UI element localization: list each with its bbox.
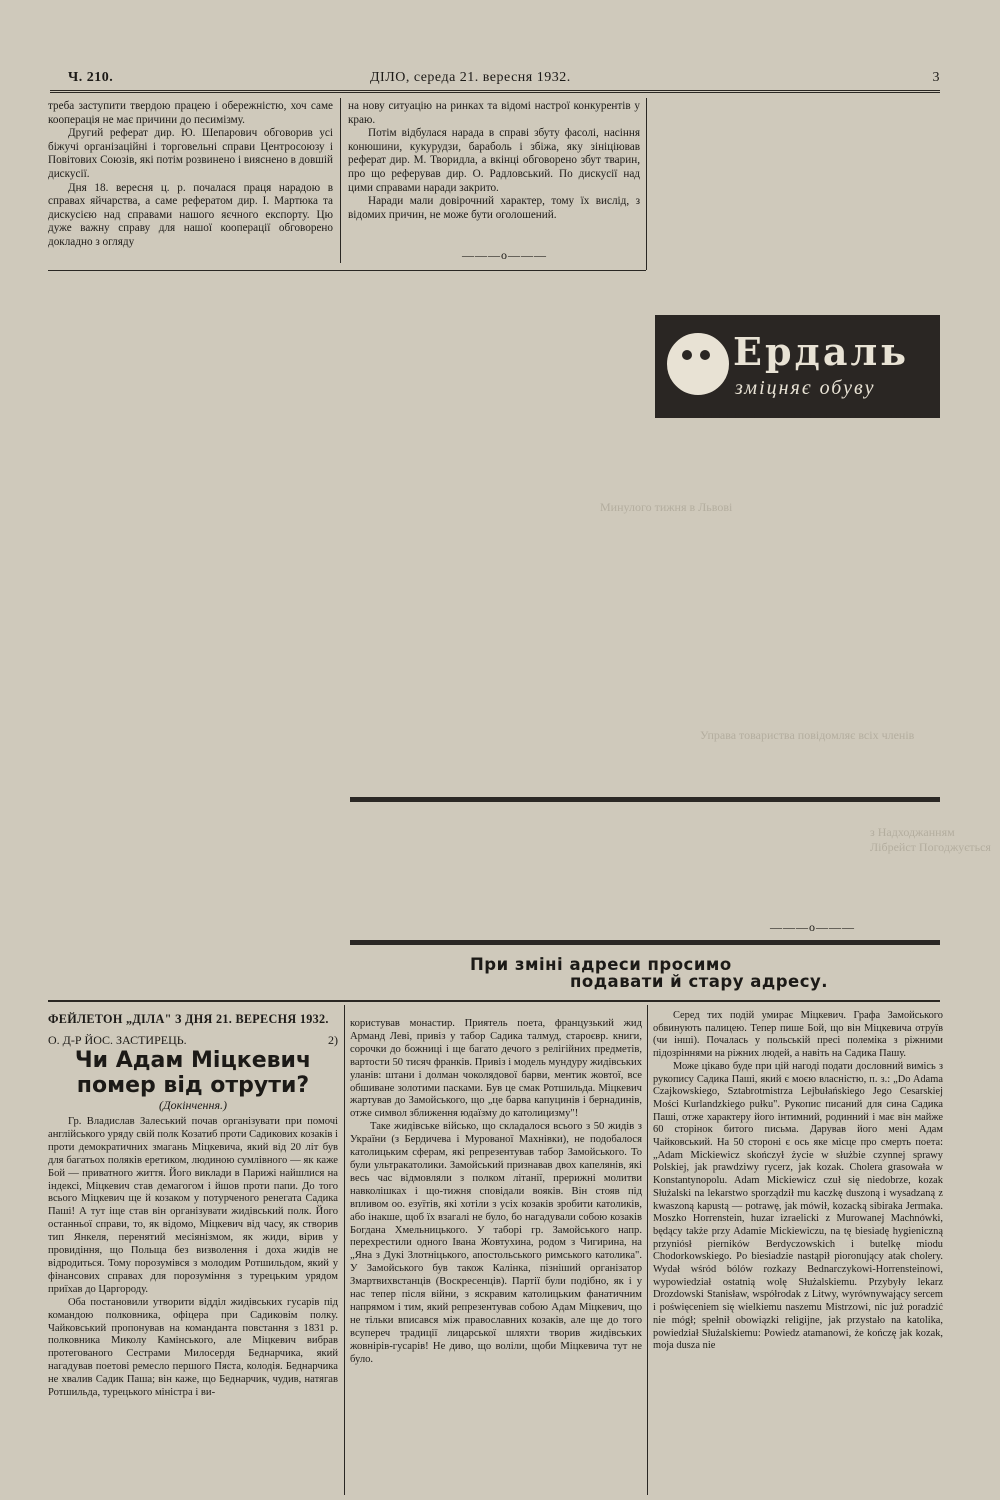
feuilleton-column-2 <box>350 1018 642 1366</box>
paragraph: Серед тих подій умирає Міцкевич. Графа Замойського обвинують палицею. Тепер пише Бой, що він Міцкевича отруїв (чи інші). Почалась у польській пресі полеміка з ріжними підозріннями на ріжних людей, а навіть на Садика Пашу. <box>653 1010 943 1060</box>
paragraph: на нову ситуацію на ринках та відомі настрої конкурентів у краю. <box>348 100 640 126</box>
show-through-text: Управа товариства повідомляє всіх членів <box>700 728 915 742</box>
frog-logo-icon <box>667 333 729 395</box>
feuilleton-column-1 <box>48 1116 338 1400</box>
dark-strip <box>350 797 940 802</box>
paragraph: Дня 18. вересня ц. р. почалася праця нарадою в справах яйчарства, а саме рефератом дир. І. Мартюка та дискусією над справами нашого яєчного експорту. Цю дуже важну справу для нашої кооперації обговорено докладно з огляду <box>48 181 333 248</box>
column-divider <box>340 98 341 263</box>
section-separator: ———o——— <box>770 920 855 934</box>
column-divider <box>344 1005 345 1495</box>
ad-brand: Ердаль <box>733 329 910 374</box>
page-number: 3 <box>932 70 940 85</box>
section-separator: ———o——— <box>462 248 547 262</box>
show-through-text: Минулого тижня в Львові <box>600 500 733 514</box>
masthead-date: ДІЛО, середа 21. вересня 1932. <box>370 70 571 85</box>
author-line <box>48 1033 338 1048</box>
column-divider <box>647 1005 648 1495</box>
author-name: О. Д-Р ЙОС. ЗАСТИРЕЦЬ. <box>48 1033 187 1047</box>
paragraph: Гр. Владислав Залеський почав організувати при помочі англійського уряду свій полк Козатиб проти Садикових козаків і проти демократичних змагань Міцкевича, який від 20 літ був для багатьох поляків еретиком, людиною сумлівного — як каже Бой — приватного життя. Його виклади в Парижі найшлися на індексі, Міцкевич став демагогом і йшов проти папи. До того всього Міцкевич ще й козаком у потурченого ренегата Садика Паші! А тут іще став він організувати жидівський полк. Його останньої справи, то, як відомо, Міцкевич від часу, як створив тип Янкеля, перенятий месіянізмом, як жиди, вірив у провидіння, що Польща без визволення і доха жидів не відродиться. Тому порозумівся з молодим Ротшильдом, який у фінансових справах для порозуміння з турецьким урядом приїхав до Царгороду. <box>48 1116 338 1295</box>
article-subtitle: (Докінчення.) <box>158 1098 228 1112</box>
feuilleton-rule <box>48 1000 940 1002</box>
section-rule <box>48 270 646 271</box>
paragraph: Наради мали довірочний характер, тому їх вислід, з відомих причин, не може бути оголошений. <box>348 195 640 221</box>
paragraph: Може цікаво буде при цій нагоді подати дословний вимісь з рукопису Садика Паші, який є моєю власністю, п. з.: „Do Adama Czajkowskiego, Sztabrotmistrza Lejbułańskiego Jego Cesarskiej Mości Kurlandzkiego pułku". Рукопис писаний для сина Садика Паші, отже характеру його інтимний, родинний і має він майже 60 сторінок битого письма. Дарував його мені Адам Чайковський. На 50 стороні є ось яке місце про смерть поета: „Adam Mickiewicz skończył życie w służbie czynnej sprawy Polskiej, jak prawdziwy rycerz, jak kozak. Cholera grasowała w Konstantynopolu. Adam Mickiewicz czuł się niedobrze, kozak Służalski na lekarstwo sporządził mu kaczkę duszoną i wysadzaną z kwaszoną kapustą — potrawę, jak mówił, kozacką sibiraka Jermaka. Moszko Horrenstein, huzar izraelicki z Murowanej Machnówki, będący także przy Adamie Mickiewiczu, na tę biesiadę hygieniczną przyniósł pierników Berdyczowskich i butelkę miodu Chodorkowskiego. Po biesiadzie nastąpił pioronujący atak cholery. Wydał wśród bólów rozkazy Bednarczykowi-Horrensteinowi, wypowiedział ostatnią wolę Służalskiemu. Przybyły lekarz Drozdowski Stanisław, współrodak z Litwy, wyrównywający sercem i poświęceniem się wielkiemu naszemu Mistrzowi, nic już poradzić nie mógł; spełnił obowiązki religijne, jak przystało na katolika, powiedział Służalskiemu: Powiedz atamanowi, że kończę jak kozak, moja dusza nie <box>653 1060 943 1352</box>
paragraph: Потім відбулася нарада в справі збуту фасолі, насіння конюшини, кукурудзи, бараболь і збіжа, яку зініціював реферат дир. М. Творидла, а вкінці обговорено збут тварин, про що реферував дир. О. Радловський. По дискусії над цими справами наради закрито. <box>348 127 640 194</box>
article-title: Чи Адам Міцкевич помер від отрути? <box>74 1048 312 1098</box>
paragraph: треба заступити твердою працею і обережністю, хоч саме кооперація не має причини до песимізму. <box>48 100 333 126</box>
address-notice-line2: подавати й стару адресу. <box>570 972 829 991</box>
feuilleton-header: ФЕЙЛЕТОН „ДІЛА" З ДНЯ 21. ВЕРЕСНЯ 1932. <box>48 1012 329 1026</box>
header-rule <box>50 90 940 93</box>
column-divider <box>646 98 647 270</box>
paragraph: користував монастир. Приятель поета, французький жид Арманд Леві, привіз у табор Садика талмуд, староєвр. книги, сорочки до божниці і ще багато дечого з релігійних предметів, вартости 50 тисяч франків. Привіз і модель мундуру жидівських уланів: штани і долман чоколядової барви, ментик жовтої, все обшиване золотими пасками. Був це смак Ротшильда. Міцкевич жартував до Замойського, що „це барва капуцинів і бернадинів, отже символ зближення юдаїзму до католицизму"! <box>350 1018 642 1120</box>
page-header <box>60 70 940 90</box>
dark-strip <box>350 940 940 945</box>
paragraph: Оба постановили утворити відділ жидівських гусарів під командою полковника, офіцера при Садиковім полку. Чайковський пропонував на команданта повстання з 1831 р. полковника Миколу Камінського, але Міцкевич вибрав протегованого Сестрами Милосердя Беднарчика, який нагадував поетові ремесло першого Пяста, колодія. Беднарчика не хвалив Садик Паша; він каже, що Беднарчик, чудив, натягав Ротшильда, турецького міністра і ви- <box>48 1296 338 1399</box>
top-column-1 <box>48 100 333 250</box>
part-number: 2) <box>328 1033 338 1047</box>
issue-number: Ч. 210. <box>68 70 114 85</box>
erdal-advertisement <box>655 315 940 418</box>
top-column-2 <box>348 100 640 222</box>
paragraph: Другий реферат дир. Ю. Шепарович обговорив усі біжучі організаційні і торговельні справи Центросоюзу і Повітових Союзів, які потім розвинено і вияснено в довшій дискусії. <box>48 127 333 180</box>
ad-slogan: зміцняє обуву <box>735 377 876 399</box>
paragraph: Таке жидівське військо, що складалося всього з 50 жидів з України (з Бердичева і Мурованої Махнівки), не подобалося католицьким сферам, які репрезентував табор Замойського. То були ультракатолики. Замойський признавав двох капелянів, які весь час відмовляли з полком літанії, прерижні молитви навколішках і що-тижня сповідали вояків. Він стояв під впливом оо. езуїтів, які хотіли з усіх козаків зробити католиків, або інакше, щоб їх взагалі не було, бо нагадували собою козаків Богдана Хмельницького. У таборі гр. Замойського напр. перехрестили одного Івана Жовтухина, родом з Чигирина, на „Яна з Дукі Злотніцького, апостольського римського католика". У Замойського був також Калінка, пізніший організатор Змартвихвстанців (Воскресенців). Партії були подібно, як і у нас тепер після війни, з яскравим католицьким фанатичним напрямом і тим, який репрезентував собою Адам Міцкевич, що не тільки вписався між православних козаків, але ще до того всупереч традиції лицарської шляхти творив жидівських жовнірів-гусарів! Не диво, що воліли, щоби Міцкевича тут не було. <box>350 1121 642 1365</box>
address-notice-line1: При зміні адреси просимо <box>470 955 732 974</box>
show-through-text: з Надходжанням Лібрейст Погоджується <box>870 825 991 854</box>
feuilleton-column-3 <box>653 1010 943 1353</box>
